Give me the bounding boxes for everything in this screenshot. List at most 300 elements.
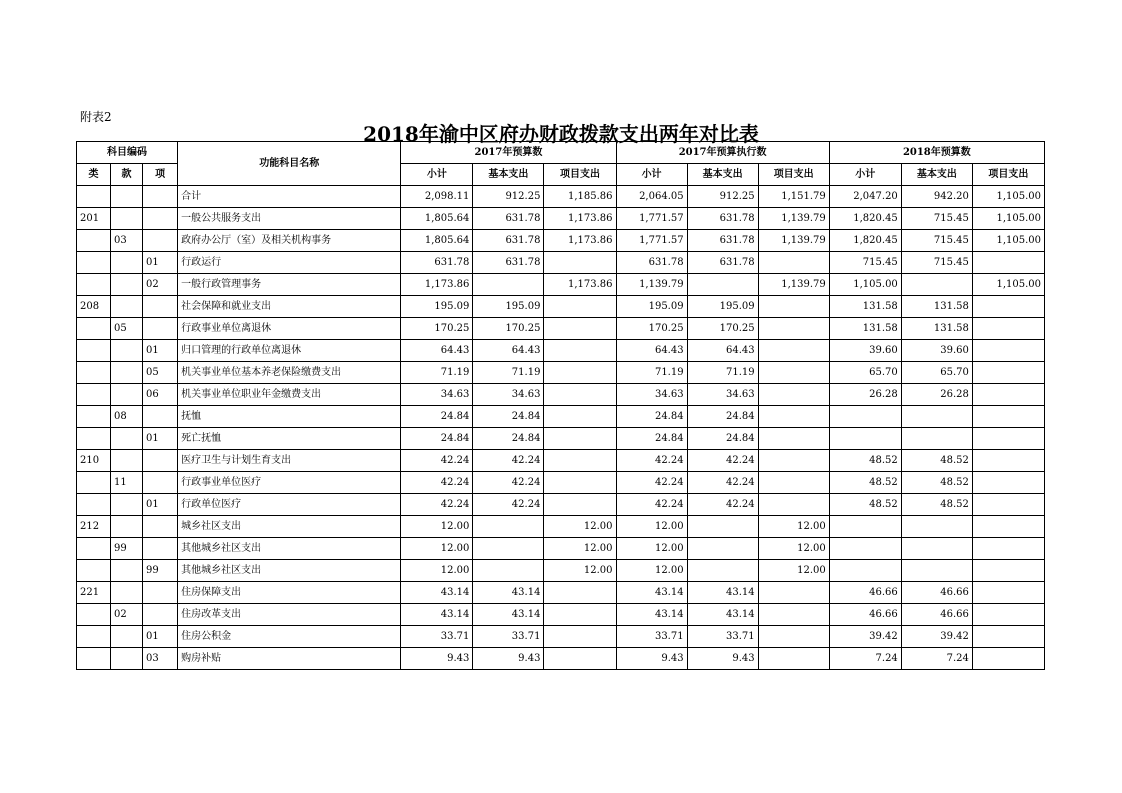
value-cell: 43.14 bbox=[616, 582, 687, 604]
value-cell bbox=[972, 648, 1044, 670]
table-body bbox=[77, 186, 1045, 670]
header-subtotal: 小计 bbox=[616, 164, 687, 186]
value-cell: 1,151.79 bbox=[758, 186, 829, 208]
header-kuan: 款 bbox=[111, 164, 143, 186]
table-row bbox=[77, 560, 1045, 582]
value-cell: 2,064.05 bbox=[616, 186, 687, 208]
value-cell: 48.52 bbox=[829, 472, 901, 494]
value-cell: 42.24 bbox=[401, 472, 473, 494]
value-cell: 39.42 bbox=[901, 626, 972, 648]
table-row bbox=[77, 274, 1045, 296]
value-cell bbox=[758, 626, 829, 648]
code-xiang-cell: 99 bbox=[143, 560, 178, 582]
code-lei-cell bbox=[77, 560, 111, 582]
value-cell bbox=[972, 538, 1044, 560]
value-cell bbox=[972, 604, 1044, 626]
value-cell bbox=[544, 626, 616, 648]
code-kuan-cell bbox=[111, 626, 143, 648]
item-name-cell: 住房保障支出 bbox=[178, 582, 401, 604]
code-lei-cell: 208 bbox=[77, 296, 111, 318]
table-row bbox=[77, 318, 1045, 340]
value-cell: 46.66 bbox=[901, 604, 972, 626]
value-cell bbox=[687, 560, 758, 582]
value-cell: 170.25 bbox=[401, 318, 473, 340]
value-cell bbox=[758, 582, 829, 604]
value-cell: 1,805.64 bbox=[401, 208, 473, 230]
value-cell bbox=[758, 604, 829, 626]
value-cell bbox=[972, 428, 1044, 450]
value-cell: 42.24 bbox=[473, 472, 544, 494]
header-basic: 基本支出 bbox=[687, 164, 758, 186]
value-cell: 9.43 bbox=[687, 648, 758, 670]
code-kuan-cell bbox=[111, 208, 143, 230]
value-cell: 42.24 bbox=[687, 472, 758, 494]
value-cell bbox=[544, 450, 616, 472]
value-cell bbox=[758, 494, 829, 516]
table-row bbox=[77, 428, 1045, 450]
value-cell: 42.24 bbox=[687, 494, 758, 516]
value-cell: 631.78 bbox=[687, 208, 758, 230]
value-cell: 43.14 bbox=[473, 582, 544, 604]
value-cell: 48.52 bbox=[829, 450, 901, 472]
value-cell bbox=[829, 560, 901, 582]
code-lei-cell bbox=[77, 362, 111, 384]
value-cell: 2,047.20 bbox=[829, 186, 901, 208]
table-row bbox=[77, 604, 1045, 626]
value-cell: 42.24 bbox=[473, 450, 544, 472]
value-cell bbox=[972, 560, 1044, 582]
value-cell bbox=[544, 384, 616, 406]
code-xiang-cell bbox=[143, 450, 178, 472]
item-name-cell: 行政运行 bbox=[178, 252, 401, 274]
table-row bbox=[77, 252, 1045, 274]
value-cell: 71.19 bbox=[473, 362, 544, 384]
value-cell: 42.24 bbox=[473, 494, 544, 516]
value-cell: 42.24 bbox=[616, 450, 687, 472]
value-cell: 131.58 bbox=[901, 296, 972, 318]
item-name-cell: 其他城乡社区支出 bbox=[178, 560, 401, 582]
value-cell: 631.78 bbox=[473, 208, 544, 230]
value-cell: 1,139.79 bbox=[758, 208, 829, 230]
item-name-cell: 购房补贴 bbox=[178, 648, 401, 670]
code-lei-cell bbox=[77, 626, 111, 648]
value-cell: 42.24 bbox=[401, 450, 473, 472]
value-cell bbox=[829, 428, 901, 450]
value-cell: 1,805.64 bbox=[401, 230, 473, 252]
code-lei-cell bbox=[77, 230, 111, 252]
value-cell: 631.78 bbox=[473, 252, 544, 274]
header-xiang: 项 bbox=[143, 164, 178, 186]
item-name-cell: 医疗卫生与计划生育支出 bbox=[178, 450, 401, 472]
value-cell bbox=[901, 516, 972, 538]
item-name-cell: 城乡社区支出 bbox=[178, 516, 401, 538]
value-cell: 2,098.11 bbox=[401, 186, 473, 208]
value-cell bbox=[544, 340, 616, 362]
value-cell bbox=[901, 428, 972, 450]
value-cell bbox=[901, 560, 972, 582]
value-cell bbox=[972, 450, 1044, 472]
code-lei-cell bbox=[77, 340, 111, 362]
value-cell bbox=[972, 362, 1044, 384]
table-row bbox=[77, 362, 1045, 384]
code-xiang-cell bbox=[143, 604, 178, 626]
value-cell: 24.84 bbox=[473, 428, 544, 450]
item-name-cell: 一般公共服务支出 bbox=[178, 208, 401, 230]
value-cell: 71.19 bbox=[616, 362, 687, 384]
value-cell bbox=[758, 648, 829, 670]
header-2017-exec: 2017年预算执行数 bbox=[616, 142, 829, 164]
value-cell: 1,173.86 bbox=[544, 274, 616, 296]
value-cell: 26.28 bbox=[829, 384, 901, 406]
header-project: 项目支出 bbox=[758, 164, 829, 186]
item-name-cell: 住房改革支出 bbox=[178, 604, 401, 626]
value-cell bbox=[687, 274, 758, 296]
value-cell: 39.60 bbox=[829, 340, 901, 362]
value-cell: 7.24 bbox=[829, 648, 901, 670]
value-cell: 12.00 bbox=[401, 516, 473, 538]
value-cell bbox=[972, 582, 1044, 604]
table-row bbox=[77, 494, 1045, 516]
value-cell: 131.58 bbox=[901, 318, 972, 340]
value-cell bbox=[473, 274, 544, 296]
attachment-label: 附表2 bbox=[80, 110, 112, 124]
code-kuan-cell bbox=[111, 494, 143, 516]
value-cell: 34.63 bbox=[401, 384, 473, 406]
value-cell: 34.63 bbox=[616, 384, 687, 406]
item-name-cell: 行政单位医疗 bbox=[178, 494, 401, 516]
value-cell: 43.14 bbox=[616, 604, 687, 626]
code-xiang-cell bbox=[143, 582, 178, 604]
table-row bbox=[77, 384, 1045, 406]
code-kuan-cell bbox=[111, 186, 143, 208]
header-name: 功能科目名称 bbox=[178, 142, 401, 186]
value-cell: 71.19 bbox=[687, 362, 758, 384]
code-lei-cell bbox=[77, 384, 111, 406]
value-cell bbox=[544, 582, 616, 604]
value-cell bbox=[758, 362, 829, 384]
table-row bbox=[77, 230, 1045, 252]
value-cell bbox=[758, 428, 829, 450]
value-cell: 1,139.79 bbox=[758, 274, 829, 296]
value-cell: 12.00 bbox=[758, 560, 829, 582]
code-lei-cell: 212 bbox=[77, 516, 111, 538]
value-cell bbox=[544, 648, 616, 670]
code-kuan-cell: 99 bbox=[111, 538, 143, 560]
value-cell: 39.60 bbox=[901, 340, 972, 362]
value-cell: 26.28 bbox=[901, 384, 972, 406]
value-cell: 64.43 bbox=[473, 340, 544, 362]
value-cell bbox=[972, 252, 1044, 274]
code-kuan-cell bbox=[111, 450, 143, 472]
value-cell: 12.00 bbox=[544, 516, 616, 538]
code-lei-cell: 221 bbox=[77, 582, 111, 604]
code-xiang-cell bbox=[143, 318, 178, 340]
value-cell: 631.78 bbox=[473, 230, 544, 252]
value-cell: 195.09 bbox=[401, 296, 473, 318]
value-cell bbox=[758, 450, 829, 472]
value-cell: 33.71 bbox=[401, 626, 473, 648]
value-cell bbox=[901, 538, 972, 560]
code-kuan-cell bbox=[111, 560, 143, 582]
value-cell bbox=[972, 406, 1044, 428]
table-row bbox=[77, 582, 1045, 604]
code-kuan-cell bbox=[111, 428, 143, 450]
code-xiang-cell: 01 bbox=[143, 340, 178, 362]
code-kuan-cell: 03 bbox=[111, 230, 143, 252]
code-xiang-cell bbox=[143, 472, 178, 494]
code-lei-cell bbox=[77, 252, 111, 274]
value-cell: 715.45 bbox=[901, 208, 972, 230]
header-lei: 类 bbox=[77, 164, 111, 186]
header-2018-budget: 2018年预算数 bbox=[829, 142, 1044, 164]
value-cell: 1,771.57 bbox=[616, 208, 687, 230]
table-row bbox=[77, 208, 1045, 230]
value-cell bbox=[758, 296, 829, 318]
value-cell: 9.43 bbox=[616, 648, 687, 670]
value-cell bbox=[544, 252, 616, 274]
value-cell: 12.00 bbox=[401, 538, 473, 560]
code-kuan-cell bbox=[111, 274, 143, 296]
table-row bbox=[77, 406, 1045, 428]
value-cell: 170.25 bbox=[616, 318, 687, 340]
value-cell: 43.14 bbox=[687, 604, 758, 626]
value-cell: 1,771.57 bbox=[616, 230, 687, 252]
value-cell: 1,105.00 bbox=[972, 274, 1044, 296]
value-cell: 7.24 bbox=[901, 648, 972, 670]
value-cell: 12.00 bbox=[616, 516, 687, 538]
code-kuan-cell bbox=[111, 582, 143, 604]
code-lei-cell: 201 bbox=[77, 208, 111, 230]
header-code-group: 科目编码 bbox=[77, 142, 178, 164]
value-cell bbox=[544, 472, 616, 494]
code-xiang-cell: 01 bbox=[143, 494, 178, 516]
value-cell: 195.09 bbox=[616, 296, 687, 318]
value-cell: 48.52 bbox=[901, 494, 972, 516]
value-cell: 42.24 bbox=[616, 472, 687, 494]
value-cell: 12.00 bbox=[544, 560, 616, 582]
value-cell bbox=[972, 626, 1044, 648]
value-cell bbox=[544, 428, 616, 450]
code-kuan-cell: 02 bbox=[111, 604, 143, 626]
value-cell bbox=[544, 362, 616, 384]
value-cell: 131.58 bbox=[829, 318, 901, 340]
value-cell: 71.19 bbox=[401, 362, 473, 384]
value-cell: 64.43 bbox=[616, 340, 687, 362]
value-cell bbox=[687, 516, 758, 538]
code-xiang-cell: 02 bbox=[143, 274, 178, 296]
value-cell bbox=[972, 384, 1044, 406]
code-lei-cell bbox=[77, 538, 111, 560]
header-basic: 基本支出 bbox=[901, 164, 972, 186]
value-cell: 195.09 bbox=[687, 296, 758, 318]
budget-comparison-table bbox=[76, 141, 1045, 670]
header-basic: 基本支出 bbox=[473, 164, 544, 186]
table-row bbox=[77, 472, 1045, 494]
table-row bbox=[77, 340, 1045, 362]
value-cell bbox=[972, 340, 1044, 362]
item-name-cell: 一般行政管理事务 bbox=[178, 274, 401, 296]
value-cell: 24.84 bbox=[687, 428, 758, 450]
value-cell: 46.66 bbox=[901, 582, 972, 604]
value-cell: 1,105.00 bbox=[829, 274, 901, 296]
value-cell: 1,820.45 bbox=[829, 208, 901, 230]
value-cell bbox=[901, 406, 972, 428]
code-kuan-cell: 08 bbox=[111, 406, 143, 428]
code-kuan-cell bbox=[111, 252, 143, 274]
value-cell: 942.20 bbox=[901, 186, 972, 208]
value-cell: 43.14 bbox=[401, 582, 473, 604]
value-cell: 46.66 bbox=[829, 582, 901, 604]
value-cell: 24.84 bbox=[616, 406, 687, 428]
value-cell: 24.84 bbox=[687, 406, 758, 428]
value-cell: 33.71 bbox=[687, 626, 758, 648]
code-xiang-cell bbox=[143, 296, 178, 318]
value-cell: 12.00 bbox=[616, 560, 687, 582]
code-xiang-cell bbox=[143, 208, 178, 230]
code-kuan-cell bbox=[111, 384, 143, 406]
value-cell bbox=[972, 472, 1044, 494]
value-cell: 24.84 bbox=[401, 428, 473, 450]
value-cell: 1,173.86 bbox=[544, 208, 616, 230]
header-project: 项目支出 bbox=[544, 164, 616, 186]
value-cell bbox=[972, 318, 1044, 340]
code-xiang-cell: 05 bbox=[143, 362, 178, 384]
value-cell: 48.52 bbox=[901, 450, 972, 472]
value-cell: 65.70 bbox=[829, 362, 901, 384]
value-cell: 715.45 bbox=[829, 252, 901, 274]
value-cell: 9.43 bbox=[473, 648, 544, 670]
code-xiang-cell bbox=[143, 516, 178, 538]
table-row bbox=[77, 296, 1045, 318]
value-cell bbox=[758, 340, 829, 362]
value-cell: 912.25 bbox=[473, 186, 544, 208]
value-cell: 631.78 bbox=[687, 252, 758, 274]
value-cell: 631.78 bbox=[616, 252, 687, 274]
code-xiang-cell bbox=[143, 230, 178, 252]
code-lei-cell bbox=[77, 428, 111, 450]
code-kuan-cell bbox=[111, 296, 143, 318]
code-xiang-cell bbox=[143, 538, 178, 560]
value-cell: 42.24 bbox=[687, 450, 758, 472]
code-lei-cell bbox=[77, 406, 111, 428]
value-cell: 1,173.86 bbox=[401, 274, 473, 296]
code-kuan-cell bbox=[111, 362, 143, 384]
item-name-cell: 行政事业单位医疗 bbox=[178, 472, 401, 494]
code-kuan-cell bbox=[111, 648, 143, 670]
value-cell: 43.14 bbox=[473, 604, 544, 626]
value-cell: 1,105.00 bbox=[972, 230, 1044, 252]
value-cell: 631.78 bbox=[401, 252, 473, 274]
value-cell: 34.63 bbox=[473, 384, 544, 406]
value-cell: 65.70 bbox=[901, 362, 972, 384]
item-name-cell: 住房公积金 bbox=[178, 626, 401, 648]
value-cell: 12.00 bbox=[401, 560, 473, 582]
value-cell: 39.42 bbox=[829, 626, 901, 648]
value-cell bbox=[544, 604, 616, 626]
value-cell: 715.45 bbox=[901, 252, 972, 274]
value-cell bbox=[829, 516, 901, 538]
item-name-cell: 政府办公厅（室）及相关机构事务 bbox=[178, 230, 401, 252]
value-cell: 33.71 bbox=[616, 626, 687, 648]
code-kuan-cell bbox=[111, 340, 143, 362]
value-cell: 12.00 bbox=[758, 538, 829, 560]
value-cell: 195.09 bbox=[473, 296, 544, 318]
item-name-cell: 行政事业单位离退休 bbox=[178, 318, 401, 340]
value-cell: 64.43 bbox=[687, 340, 758, 362]
value-cell: 48.52 bbox=[901, 472, 972, 494]
value-cell: 1,105.00 bbox=[972, 186, 1044, 208]
code-kuan-cell: 11 bbox=[111, 472, 143, 494]
value-cell bbox=[829, 538, 901, 560]
code-lei-cell bbox=[77, 494, 111, 516]
page-title: 2018年渝中区府办财政拨款支出两年对比表 bbox=[363, 122, 759, 146]
value-cell: 42.24 bbox=[401, 494, 473, 516]
code-lei-cell: 210 bbox=[77, 450, 111, 472]
value-cell bbox=[544, 406, 616, 428]
item-name-cell: 社会保障和就业支出 bbox=[178, 296, 401, 318]
item-name-cell: 合计 bbox=[178, 186, 401, 208]
value-cell: 42.24 bbox=[616, 494, 687, 516]
table-row bbox=[77, 538, 1045, 560]
value-cell: 1,139.79 bbox=[758, 230, 829, 252]
value-cell: 12.00 bbox=[616, 538, 687, 560]
code-lei-cell bbox=[77, 318, 111, 340]
value-cell: 43.14 bbox=[687, 582, 758, 604]
value-cell bbox=[758, 384, 829, 406]
code-lei-cell bbox=[77, 472, 111, 494]
item-name-cell: 死亡抚恤 bbox=[178, 428, 401, 450]
code-xiang-cell bbox=[143, 406, 178, 428]
item-name-cell: 机关事业单位职业年金缴费支出 bbox=[178, 384, 401, 406]
value-cell bbox=[758, 472, 829, 494]
code-xiang-cell: 06 bbox=[143, 384, 178, 406]
value-cell: 24.84 bbox=[401, 406, 473, 428]
value-cell: 1,139.79 bbox=[616, 274, 687, 296]
value-cell bbox=[972, 296, 1044, 318]
code-xiang-cell: 03 bbox=[143, 648, 178, 670]
value-cell: 48.52 bbox=[829, 494, 901, 516]
code-xiang-cell: 01 bbox=[143, 252, 178, 274]
table-row bbox=[77, 648, 1045, 670]
value-cell: 1,173.86 bbox=[544, 230, 616, 252]
value-cell: 12.00 bbox=[544, 538, 616, 560]
item-name-cell: 其他城乡社区支出 bbox=[178, 538, 401, 560]
value-cell bbox=[758, 318, 829, 340]
value-cell: 170.25 bbox=[687, 318, 758, 340]
value-cell: 9.43 bbox=[401, 648, 473, 670]
item-name-cell: 抚恤 bbox=[178, 406, 401, 428]
code-lei-cell bbox=[77, 274, 111, 296]
value-cell: 131.58 bbox=[829, 296, 901, 318]
value-cell: 1,185.86 bbox=[544, 186, 616, 208]
value-cell bbox=[544, 318, 616, 340]
code-xiang-cell: 01 bbox=[143, 626, 178, 648]
code-xiang-cell: 01 bbox=[143, 428, 178, 450]
value-cell bbox=[473, 516, 544, 538]
value-cell bbox=[972, 516, 1044, 538]
value-cell bbox=[687, 538, 758, 560]
code-kuan-cell: 05 bbox=[111, 318, 143, 340]
item-name-cell: 机关事业单位基本养老保险缴费支出 bbox=[178, 362, 401, 384]
value-cell bbox=[473, 538, 544, 560]
code-kuan-cell bbox=[111, 516, 143, 538]
value-cell: 12.00 bbox=[758, 516, 829, 538]
value-cell: 170.25 bbox=[473, 318, 544, 340]
value-cell: 1,105.00 bbox=[972, 208, 1044, 230]
header-project: 项目支出 bbox=[972, 164, 1044, 186]
table-row bbox=[77, 186, 1045, 208]
value-cell bbox=[473, 560, 544, 582]
